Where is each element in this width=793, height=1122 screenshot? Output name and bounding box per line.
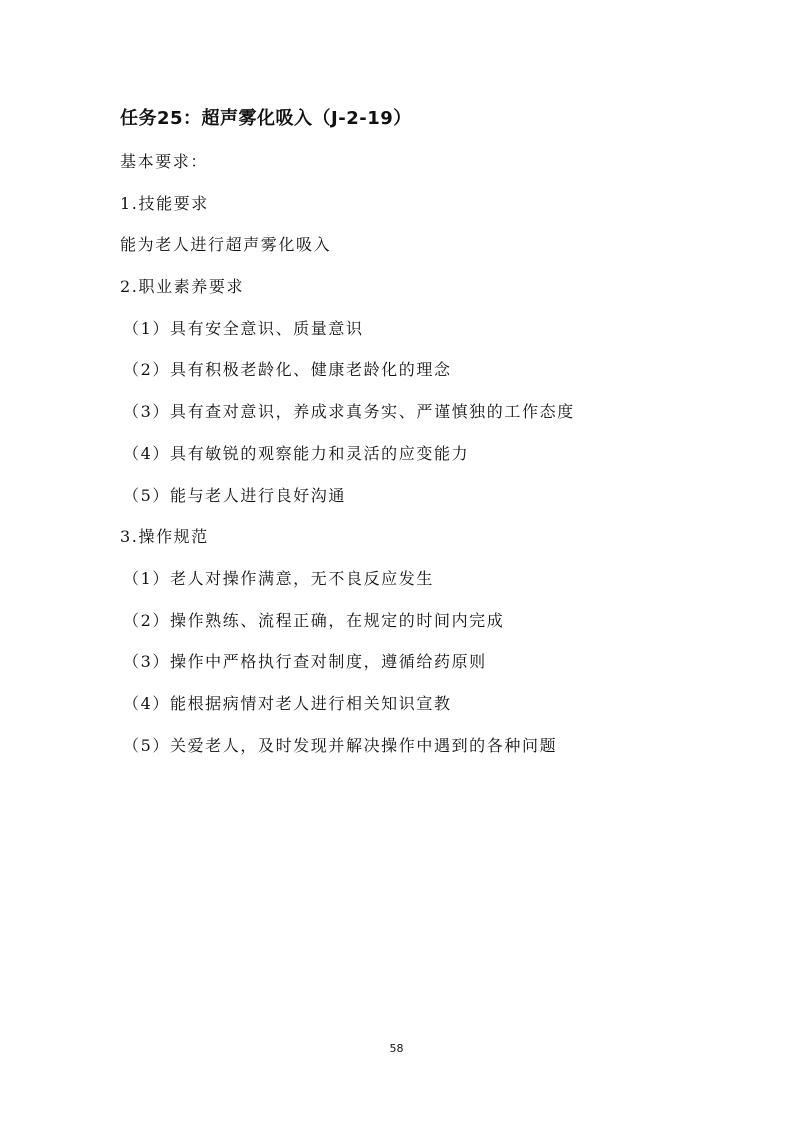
operation-standard-item: （2）操作熟练、流程正确，在规定的时间内完成 [123,611,505,630]
professional-requirement-item: （1）具有安全意识、质量意识 [123,319,364,338]
operation-standard-item: （5）关爱老人，及时发现并解决操作中遇到的各种问题 [123,736,558,755]
operation-standard-item: （4）能根据病情对老人进行相关知识宣教 [123,694,452,713]
operation-standard-item: （1）老人对操作满意，无不良反应发生 [123,569,434,588]
professional-requirement-item: （5）能与老人进行良好沟通 [123,486,346,505]
page-number: 58 [389,1042,404,1055]
operation-standards-heading: 3.操作规范 [120,527,209,546]
basic-requirements-heading: 基本要求： [120,152,209,171]
skill-requirements-heading: 1.技能要求 [120,194,209,213]
professional-requirement-item: （2）具有积极老龄化、健康老龄化的理念 [123,360,452,379]
operation-standard-item: （3）操作中严格执行查对制度，遵循给药原则 [123,652,487,671]
professional-requirement-item: （4）具有敏锐的观察能力和灵活的应变能力 [123,444,470,463]
professional-requirement-item: （3）具有查对意识，养成求真务实、严谨慎独的工作态度 [123,402,575,421]
skill-requirements-text: 能为老人进行超声雾化吸入 [120,235,332,254]
professional-requirements-heading: 2.职业素养要求 [120,277,245,296]
task-title: 任务25：超声雾化吸入（J-2-19） [120,108,412,129]
